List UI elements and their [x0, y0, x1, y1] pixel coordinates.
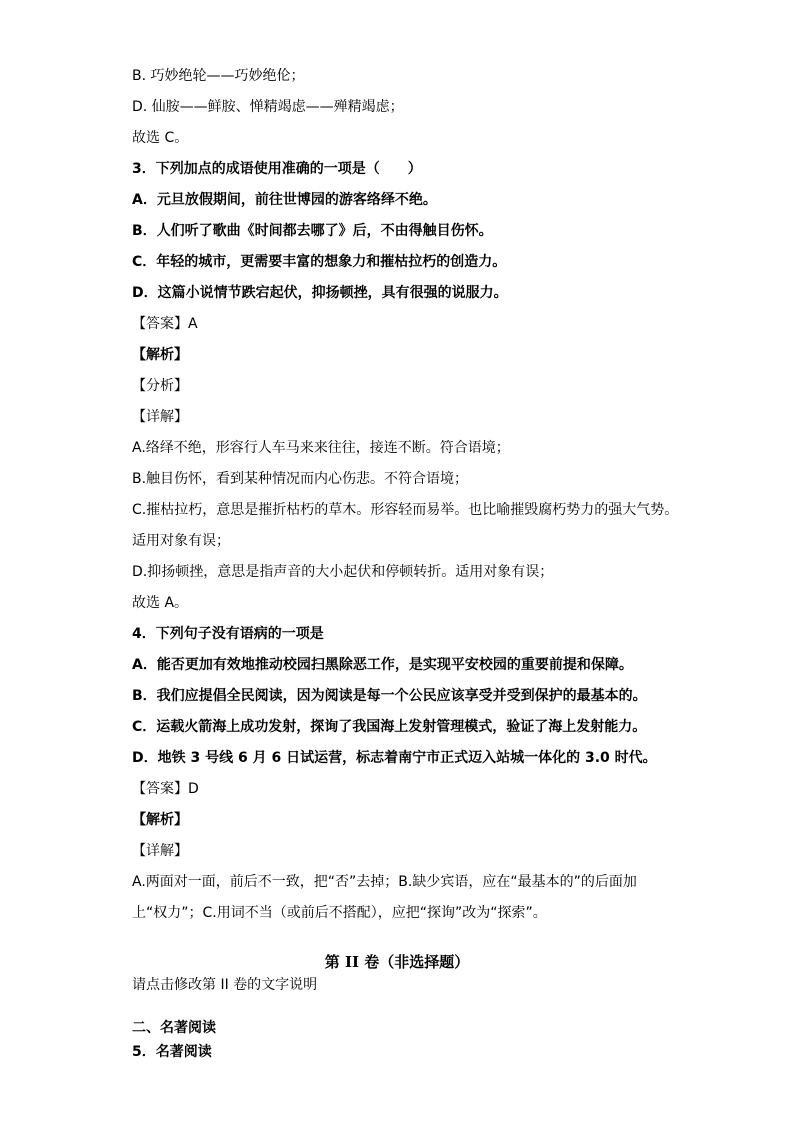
question-3-detail-c: C.摧枯拉朽，意思是摧折枯朽的草木。形容轻而易举。也比喻摧毁腐朽势力的强大气势。	[132, 502, 679, 518]
question-3-option-d: D．这篇小说情节跌宕起伏，抑扬顿挫，具有很强的说服力。	[132, 285, 508, 301]
question-4-detail-label: 【详解】	[132, 843, 188, 859]
question-3-detail-label: 【详解】	[132, 409, 188, 425]
option-b-correction: B. 巧妙绝轮——巧妙绝伦；	[132, 68, 305, 84]
q2-conclusion: 故选 C。	[132, 130, 189, 146]
question-4-answer: 【答案】D	[132, 781, 199, 797]
volume-2-title: 第 II 卷（非选择题）	[324, 953, 470, 971]
question-3-answer: 【答案】A	[132, 316, 198, 332]
question-3-fenxi-label: 【分析】	[132, 378, 188, 394]
option-d-correction: D. 仙胺——鲜胺、惮精竭虑——殚精竭虑；	[132, 99, 404, 115]
question-3-option-b: B．人们听了歌曲《时间都去哪了》后，不由得触目伤怀。	[132, 223, 493, 239]
question-4-analysis-label: 【解析】	[132, 812, 188, 828]
question-4-detail-2: 上“权力”；C.用词不当（或前后不搭配），应把“探询”改为“探索”。	[132, 905, 547, 921]
question-4-option-b: B．我们应提倡全民阅读，因为阅读是每一个公民应该享受并受到保护的最基本的。	[132, 688, 647, 704]
question-3-option-a: A．元旦放假期间，前往世博园的游客络绎不绝。	[132, 192, 437, 208]
question-4-option-d: D．地铁 3 号线 6 月 6 日试运营，标志着南宁市正式迈入站城一体化的 3.0 时代。	[132, 750, 657, 766]
question-4-detail-1: A.两面对一面，前后不一致，把“否”去掉；B.缺少宾语，应在“最基本的”的后面加	[132, 874, 637, 890]
question-4-option-a: A．能否更加有效地推动校园扫黑除恶工作，是实现平安校园的重要前提和保障。	[132, 657, 633, 673]
section-2-title: 二、名著阅读	[132, 1020, 216, 1036]
question-3-detail-d: D.抑扬顿挫，意思是指声音的大小起伏和停顿转折。适用对象有误；	[132, 564, 554, 580]
question-3-conclusion: 故选 A。	[132, 595, 189, 611]
question-3-detail-b: B.触目伤怀，看到某种情况而内心伤悲。不符合语境；	[132, 471, 469, 487]
question-3-option-c: C．年轻的城市，更需要丰富的想象力和摧枯拉朽的创造力。	[132, 254, 507, 270]
volume-2-note: 请点击修改第 II 卷的文字说明	[132, 977, 318, 993]
question-3-analysis-label: 【解析】	[132, 347, 188, 363]
question-4-stem: 4．下列句子没有语病的一项是	[132, 626, 324, 642]
question-5-stem: 5．名著阅读	[132, 1044, 212, 1060]
question-3-detail-c-cont: 适用对象有误；	[132, 533, 230, 549]
question-3-detail-a: A.络绎不绝，形容行人车马来来往往，接连不断。符合语境；	[132, 440, 510, 456]
question-4-option-c: C．运载火箭海上成功发射，探询了我国海上发射管理模式，验证了海上发射能力。	[132, 719, 647, 735]
question-3-stem: 3．下列加点的成语使用准确的一项是（ ）	[132, 161, 422, 177]
